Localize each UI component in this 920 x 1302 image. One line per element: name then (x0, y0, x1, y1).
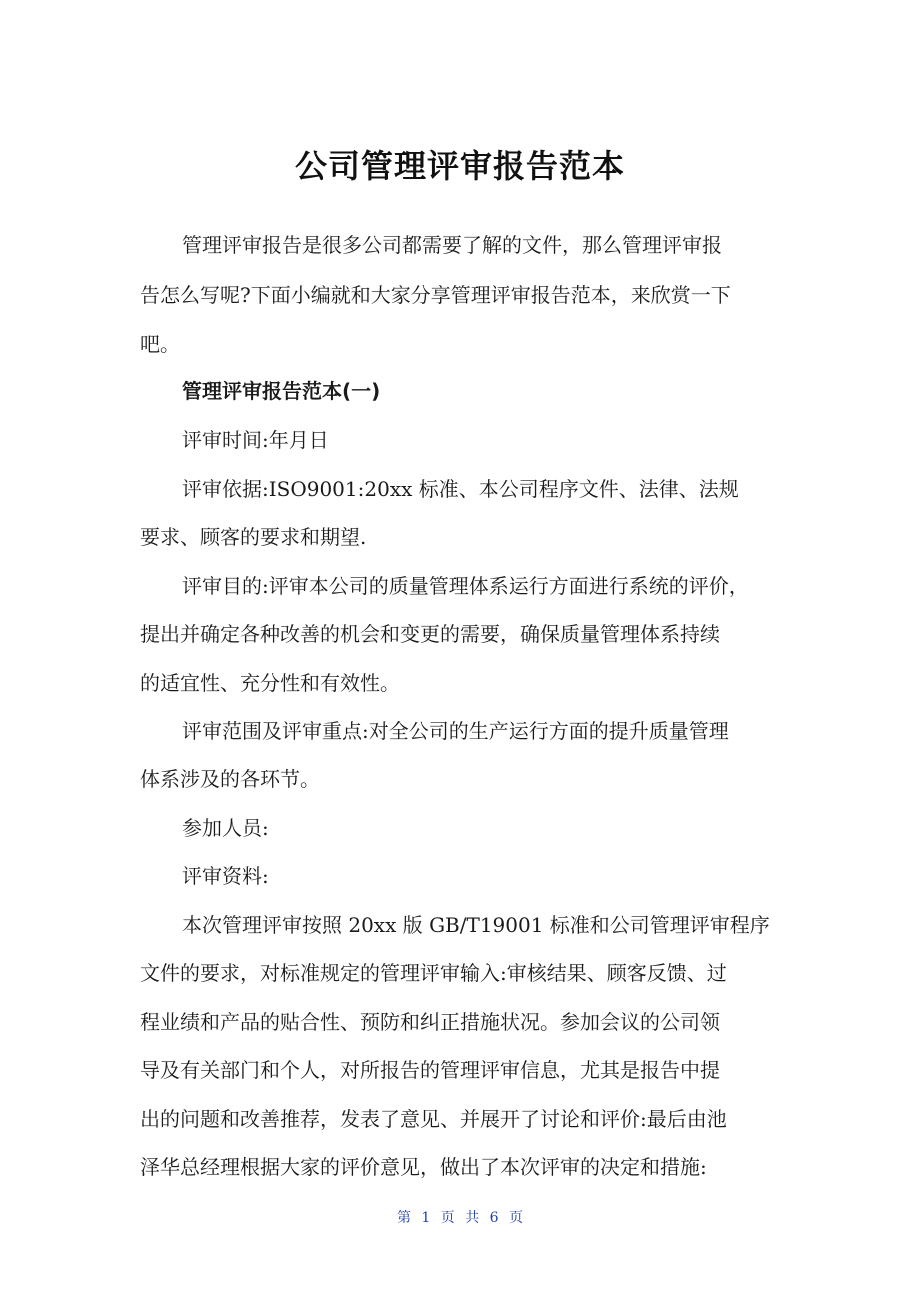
review-materials-line: 评审资料: (182, 864, 269, 888)
participants-line: 参加人员: (182, 816, 269, 840)
body-line: 文件的要求，对标准规定的管理评审输入:审核结果、顾客反馈、过 (140, 961, 727, 985)
page-indicator: 第 1 页 共 6 页 (396, 1210, 524, 1226)
review-basis-line: 评审依据:ISO9001:20xx 标准、本公司程序文件、法律、法规 (182, 477, 739, 501)
section-heading: 管理评审报告范本(一) (182, 379, 381, 403)
body-line: 管理评审报告是很多公司都需要了解的文件，那么管理评审报 (182, 233, 722, 257)
body-line: 导及有关部门和个人，对所报告的管理评审信息，尤其是报告中提 (140, 1058, 720, 1082)
review-time-line: 评审时间:年月日 (182, 428, 329, 452)
body-line: 程业绩和产品的贴合性、预防和纠正措施状况。参加会议的公司领 (140, 1010, 720, 1034)
review-scope-line: 评审范围及评审重点:对全公司的生产运行方面的提升质量管理 (182, 719, 729, 743)
body-line: 的适宜性、充分性和有效性。 (140, 671, 400, 695)
body-line: 提出并确定各种改善的机会和变更的需要，确保质量管理体系持续 (140, 622, 720, 646)
body-line: 体系涉及的各环节。 (140, 767, 320, 791)
body-line: 出的问题和改善推荐，发表了意见、并展开了讨论和评价:最后由池 (140, 1107, 727, 1131)
body-line: 本次管理评审按照 20xx 版 GB/T19001 标准和公司管理评审程序 (182, 913, 770, 937)
body-line: 吧。 (140, 332, 180, 356)
document-title: 公司管理评审报告范本 (294, 147, 625, 185)
review-purpose-line: 评审目的:评审本公司的质量管理体系运行方面进行系统的评价， (182, 574, 749, 598)
body-line: 要求、顾客的要求和期望. (140, 525, 367, 549)
body-line: 泽华总经理根据大家的评价意见，做出了本次评审的决定和措施: (140, 1155, 707, 1179)
body-line: 告怎么写呢?下面小编就和大家分享管理评审报告范本，来欣赏一下 (140, 283, 731, 307)
